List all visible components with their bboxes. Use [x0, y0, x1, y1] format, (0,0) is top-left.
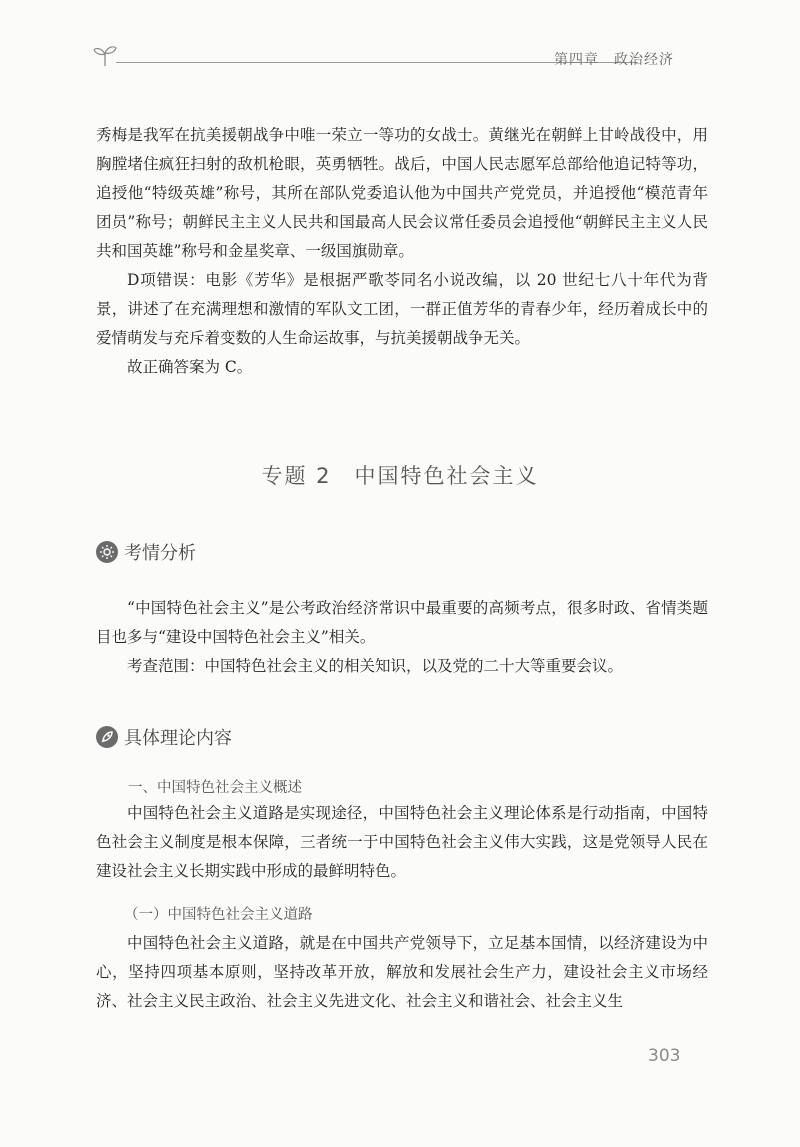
- section-title: 具体理论内容: [124, 728, 232, 749]
- analysis-body: [96, 594, 708, 681]
- paragraph: 中国特色社会主义道路，就是在中国共产党领导下，立足基本国情，以经济建设为中心，坚持四项基本原则，坚持改革开放，解放和发展社会生产力，建设社会主义市场经济、社会主义民主政治、社会主义先进文化、社会主义和谐社会、社会主义生: [96, 934, 708, 1010]
- section-heading-theory: [96, 723, 232, 751]
- section-heading-analysis: [96, 538, 196, 566]
- section-title: 考情分析: [124, 543, 196, 564]
- sprout-icon: [92, 44, 118, 68]
- chapter-title: 第四章 政治经济: [554, 52, 674, 68]
- subheading-overview: 一、中国特色社会主义概述: [128, 780, 302, 796]
- overview-body: [96, 799, 708, 886]
- paragraph: D项错误：电影《芳华》是根据严歌苓同名小说改编，以 20 世纪七八十年代为背景，讲述了在充满理想和激情的军队文工团，一群正值芳华的青春少年，经历着成长中的爱情萌发与充斥着变数的人生命运故事，与抗美援朝战争无关。: [96, 271, 708, 347]
- sun-icon: [96, 541, 118, 563]
- road-body: [96, 929, 708, 1016]
- running-header: [92, 42, 712, 72]
- topic-title: 专题 2 中国特色社会主义: [261, 464, 539, 488]
- answer-explanation: [96, 121, 708, 382]
- paragraph: 中国特色社会主义道路是实现途径，中国特色社会主义理论体系是行动指南，中国特色社会主义制度是根本保障，三者统一于中国特色社会主义伟大实践，这是党领导人民在建设社会主义长期实践中形成的最鲜明特色。: [96, 804, 708, 880]
- paragraph: 考查范围：中国特色社会主义的相关知识，以及党的二十大等重要会议。: [127, 657, 624, 675]
- paragraph: 秀梅是我军在抗美援朝战争中唯一荣立一等功的女战士。黄继光在朝鲜上甘岭战役中，用胸膛堵住疯狂扫射的敌机枪眼，英勇牺牲。战后，中国人民志愿军总部给他追记特等功，追授他“特级英雄”称号，其所在部队党委追认他为中国共产党党员，并追授他“模范青年团员”称号；朝鲜民主主义人民共和国最高人民会议常任委员会追授他“朝鲜民主主义人民共和国英雄”称号和金星奖章、一级国旗勋章。: [96, 126, 708, 260]
- rocket-icon: [96, 726, 118, 748]
- subheading-road: （一）中国特色社会主义道路: [124, 907, 313, 923]
- page-number: 303: [648, 1046, 681, 1066]
- paragraph: 故正确答案为 C。: [127, 358, 253, 376]
- paragraph: “中国特色社会主义”是公考政治经济常识中最重要的高频考点，很多时政、省情类题目也多与“建设中国特色社会主义”相关。: [96, 599, 708, 646]
